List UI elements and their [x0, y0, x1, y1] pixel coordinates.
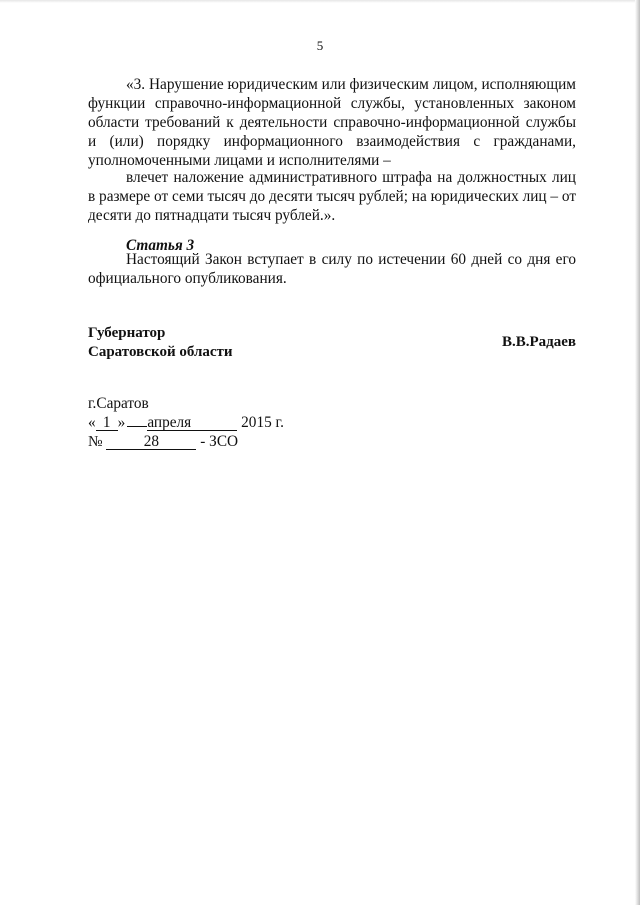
date-close-quote: »: [117, 414, 126, 431]
article-heading: Статья 3: [126, 237, 195, 254]
document-number: 28: [106, 434, 196, 450]
page-right-edge: [635, 0, 640, 905]
date-day: 1: [96, 415, 118, 431]
document-number-line: [88, 432, 284, 451]
number-suffix: - ЗСО: [200, 433, 239, 450]
page-number: 5: [316, 38, 324, 53]
date-month-underline-lead: [127, 426, 147, 427]
signature-title: [88, 324, 233, 362]
article-text: Настоящий Закон вступает в силу по истечении 60 дней со дня его официального опубликования.: [88, 251, 576, 287]
amendment-paragraph-1: «3. Нарушение юридическим или физическим лицом, исполняющим функции справочно-информационной службы, установленных законом области требований к деятельности справочно-информационной службы и (или) порядку информационного взаимодействия с гражданами, уполномоченными лицами и исполнителями –: [88, 76, 576, 169]
page-top-edge: [0, 0, 640, 3]
amendment-paragraph-2: влечет наложение административного штрафа на должностных лиц в размере от семи тысяч до десяти тысяч рублей; на юридических лиц – от десяти до пятнадцати тысяч рублей.».: [88, 169, 576, 224]
date-year: 2015 г.: [241, 414, 284, 431]
date-line: [88, 413, 284, 432]
date-open-quote: «: [88, 414, 96, 431]
signature-title-line-2: Саратовской области: [88, 344, 233, 360]
city: г.Саратов: [88, 395, 149, 412]
signature-title-line-1: Губернатор: [88, 325, 166, 341]
date-month: апреля: [147, 415, 237, 431]
place-date-block: [88, 394, 284, 451]
signature-name: В.В.Радаев: [501, 334, 576, 350]
number-sign: №: [88, 433, 103, 450]
